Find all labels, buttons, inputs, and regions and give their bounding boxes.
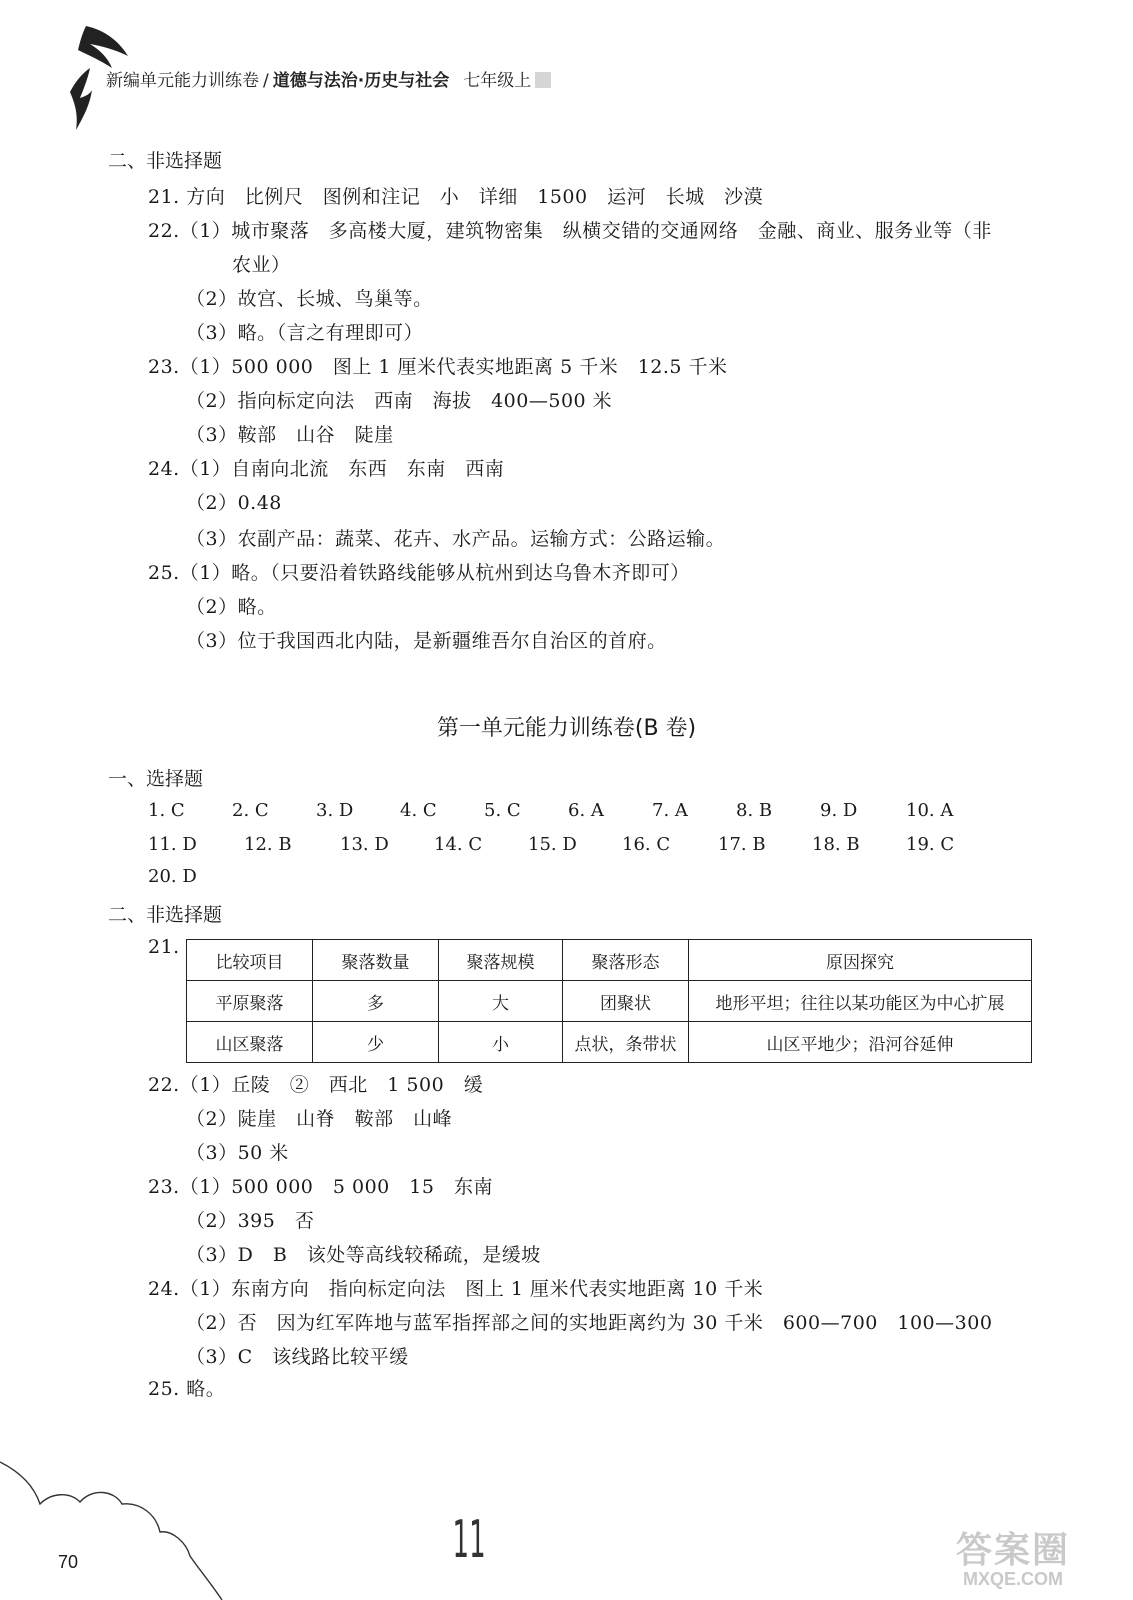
answer-line: 25. 略。 bbox=[148, 1378, 226, 1400]
header-subject: 道德与法治·历史与社会 bbox=[272, 71, 450, 91]
answer-line: 21. 方向 比例尺 图例和注记 小 详细 1500 运河 长城 沙漠 bbox=[148, 186, 764, 208]
page-header: 新编单元能力训练卷 / 道德与法治·历史与社会 七年级上 bbox=[106, 66, 551, 91]
choice-answer: 3. D bbox=[316, 800, 354, 821]
answer-line: （3）略。（言之有理即可） bbox=[186, 322, 424, 344]
answer-line: 25.（1）略。（只要沿着铁路线能够从杭州到达乌鲁木齐即可） bbox=[148, 562, 690, 584]
answer-line: （3）50 米 bbox=[186, 1142, 289, 1164]
table-header-row bbox=[187, 940, 1032, 981]
question-number: 21. bbox=[148, 936, 180, 958]
answer-line: 农业） bbox=[232, 254, 291, 276]
answer-line: （2）395 否 bbox=[186, 1210, 315, 1232]
table-cell: 山区平地少；沿河谷延伸 bbox=[689, 1022, 1032, 1063]
section-heading-nonchoice: 二、非选择题 bbox=[108, 904, 223, 926]
table-header-cell: 聚落规模 bbox=[439, 940, 563, 981]
answer-line: （2）否 因为红军阵地与蓝军指挥部之间的实地距离约为 30 千米 600—700 100—300 bbox=[186, 1312, 993, 1334]
choice-answer: 7. A bbox=[652, 800, 688, 821]
page-number: 70 bbox=[58, 1552, 79, 1572]
answer-line: 23.（1）500 000 图上 1 厘米代表实地距离 5 千米 12.5 千米 bbox=[148, 356, 728, 378]
choice-answer: 5. C bbox=[484, 800, 521, 821]
choice-answer: 1. C bbox=[148, 800, 185, 821]
header-mark-icon bbox=[535, 72, 551, 88]
choice-answer: 8. B bbox=[736, 800, 773, 821]
choice-answer: 14. C bbox=[434, 834, 483, 855]
table-cell: 点状，条带状 bbox=[563, 1022, 689, 1063]
header-grade: 七年级上 bbox=[463, 71, 532, 91]
answer-line: （3）位于我国西北内陆，是新疆维吾尔自治区的首府。 bbox=[186, 630, 667, 652]
section-heading-nonchoice: 二、非选择题 bbox=[108, 150, 223, 172]
choice-answer: 17. B bbox=[718, 834, 766, 855]
answer-line: 22.（1）丘陵 ② 西北 1 500 缓 bbox=[148, 1074, 484, 1096]
table-header-cell: 聚落形态 bbox=[563, 940, 689, 981]
answer-line: （2）陡崖 山脊 鞍部 山峰 bbox=[186, 1108, 453, 1130]
table-cell: 多 bbox=[313, 981, 439, 1022]
choice-answer: 16. C bbox=[622, 834, 671, 855]
choice-answer: 11. D bbox=[148, 834, 197, 855]
answer-line: 23.（1）500 000 5 000 15 东南 bbox=[148, 1176, 493, 1198]
unit-title: 第一单元能力训练卷(B 卷) bbox=[436, 716, 697, 741]
choice-answer: 13. D bbox=[340, 834, 389, 855]
choice-answer: 2. C bbox=[232, 800, 269, 821]
answer-line: （3）鞍部 山谷 陡崖 bbox=[186, 424, 394, 446]
choice-answer: 6. A bbox=[568, 800, 604, 821]
section-heading-choice: 一、选择题 bbox=[108, 768, 204, 790]
choice-answer: 9. D bbox=[820, 800, 858, 821]
answer-line: （2）略。 bbox=[186, 596, 277, 618]
table-cell: 山区聚落 bbox=[187, 1022, 313, 1063]
table-cell: 大 bbox=[439, 981, 563, 1022]
choice-answer: 18. B bbox=[812, 834, 860, 855]
table-header-cell: 聚落数量 bbox=[313, 940, 439, 981]
answer-line: 22.（1）城市聚落 多高楼大厦，建筑物密集 纵横交错的交通网络 金融、商业、服务业等（非 bbox=[148, 220, 992, 242]
table-cell: 团聚状 bbox=[563, 981, 689, 1022]
table-cell: 平原聚落 bbox=[187, 981, 313, 1022]
choice-answer: 20. D bbox=[148, 866, 197, 887]
choice-answer: 12. B bbox=[244, 834, 292, 855]
answer-line: （3）C 该线路比较平缓 bbox=[186, 1346, 409, 1368]
choice-answer: 15. D bbox=[528, 834, 577, 855]
table-row bbox=[187, 981, 1032, 1022]
table-header-cell: 原因探究 bbox=[689, 940, 1032, 981]
answer-line: （2）0.48 bbox=[186, 492, 282, 514]
answer-line: （3）农副产品：蔬菜、花卉、水产品。运输方式：公路运输。 bbox=[186, 528, 726, 550]
answer-line: 24.（1）东南方向 指向标定向法 图上 1 厘米代表实地距离 10 千米 bbox=[148, 1278, 764, 1300]
watermark-bottom: MXQE.COM bbox=[963, 1569, 1064, 1589]
table-cell: 少 bbox=[313, 1022, 439, 1063]
choice-answer: 10. A bbox=[906, 800, 954, 821]
answer-line: （3）D B 该处等高线较稀疏，是缓坡 bbox=[186, 1244, 541, 1266]
table-row bbox=[187, 1022, 1032, 1063]
header-series: 新编单元能力训练卷 bbox=[106, 71, 259, 91]
choice-answer: 4. C bbox=[400, 800, 437, 821]
handwritten-mark: 11 bbox=[452, 1510, 486, 1570]
choice-answer: 19. C bbox=[906, 834, 955, 855]
settlement-comparison-table bbox=[186, 939, 1032, 1063]
table-cell: 小 bbox=[439, 1022, 563, 1063]
answer-line: （2）故宫、长城、鸟巢等。 bbox=[186, 288, 433, 310]
answer-line: （2）指向标定向法 西南 海拔 400—500 米 bbox=[186, 390, 613, 412]
table-header-cell: 比较项目 bbox=[187, 940, 313, 981]
answer-line: 24.（1）自南向北流 东西 东南 西南 bbox=[148, 458, 505, 480]
cloud-decoration-icon bbox=[0, 1452, 260, 1600]
watermark bbox=[956, 1522, 1070, 1590]
watermark-top: 答案圈 bbox=[956, 1529, 1071, 1570]
table-cell: 地形平坦；往往以某功能区为中心扩展 bbox=[689, 981, 1032, 1022]
